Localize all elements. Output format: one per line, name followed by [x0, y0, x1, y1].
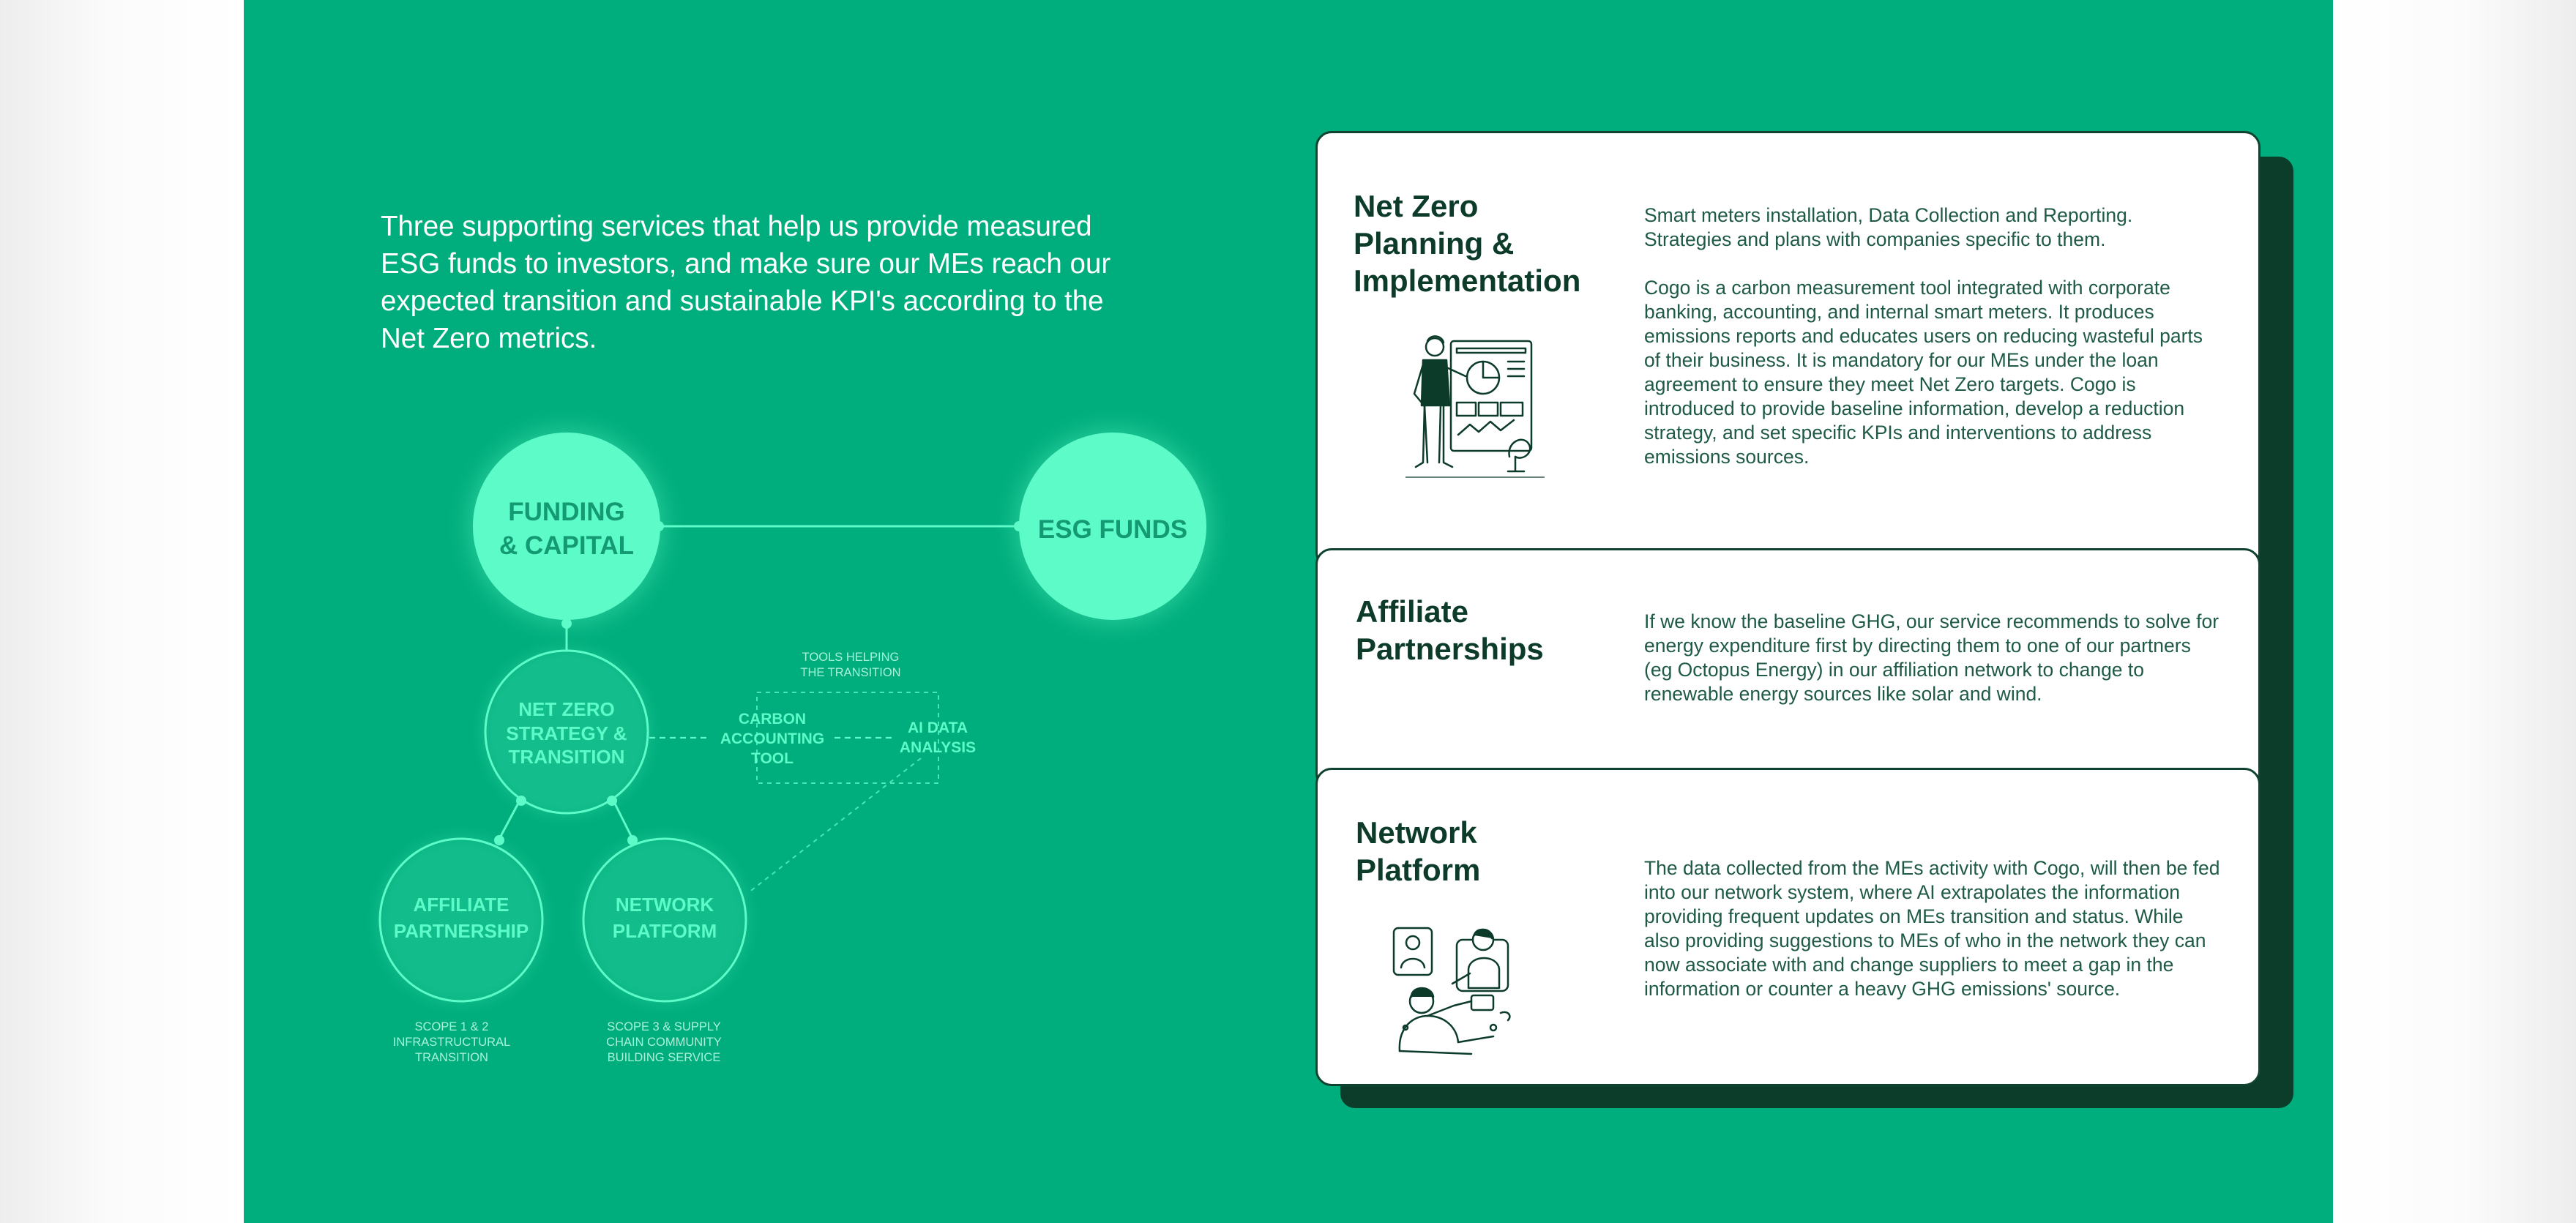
funding-label-1: FUNDING — [508, 498, 625, 526]
card-title-line-3: Implementation — [1354, 263, 1581, 298]
connector-ai-network — [748, 758, 921, 893]
carbon-tool-label-2: ACCOUNTING — [720, 730, 825, 747]
net-zero-label-1: NET ZERO — [518, 698, 615, 720]
card-affiliate-partnerships — [1315, 548, 2260, 790]
scope-12-caption-1: SCOPE 1 & 2 — [414, 1020, 489, 1033]
card-title-line-1: Net Zero — [1354, 189, 1479, 223]
funding-label-2: & CAPITAL — [499, 531, 635, 560]
card-title-line-1: Network — [1356, 815, 1477, 850]
tools-caption-2: THE TRANSITION — [800, 666, 901, 679]
card-title-line-1: Affiliate — [1356, 594, 1469, 629]
intro-text: Three supporting services that help us provide measured ESG funds to investors, and make sure our MEs reach our expected transition and sustainable KPI's according to the Net Zero metrics. — [381, 211, 1111, 354]
card-title-line-2: Planning & — [1354, 226, 1515, 261]
card-network-platform — [1315, 768, 2260, 1086]
funding-capital-node — [473, 433, 660, 620]
scope-3-caption-3: BUILDING SERVICE — [607, 1051, 721, 1064]
card-paragraph: Smart meters installation, Data Collection and Reporting. Strategies and plans with companies specific to them. — [1644, 204, 2133, 250]
network-label-1: NETWORK — [615, 894, 714, 916]
scope-3-caption-2: CHAIN COMMUNITY — [606, 1036, 722, 1049]
card-title-line-2: Partnerships — [1356, 632, 1544, 666]
esg-funds-label: ESG FUNDS — [1037, 515, 1188, 544]
people-collaborating-illustration — [1384, 925, 1523, 1071]
card-paragraph: If we know the baseline GHG, our service recommends to solve for energy expenditure first by directing them to one of our partners (eg Octopus Energy) in our affiliation network to change to renewable energy sources like solar and wind. — [1644, 610, 2220, 705]
ai-data-label-2: ANALYSIS — [899, 739, 977, 756]
tools-caption-1: TOOLS HELPING — [802, 651, 900, 664]
ai-data-label-1: AI DATA — [907, 719, 968, 736]
card-paragraph: The data collected from the MEs activity with Cogo, will then be fed into our network system, where AI extrapolates the information providing frequent updates on MEs transition and status. While also providing suggestions to MEs of who in the network they can now associate with and change suppliers to meet a gap in the information or counter a heavy GHG emissions' source. — [1644, 857, 2220, 1000]
network-label-2: PLATFORM — [612, 920, 717, 942]
card-title-line-2: Platform — [1356, 853, 1481, 887]
carbon-tool-label-1: CARBON — [738, 711, 807, 728]
affiliate-label-1: AFFILIATE — [413, 894, 509, 916]
card-net-zero-planning — [1315, 131, 2260, 569]
net-zero-label-2: STRATEGY & — [506, 722, 627, 744]
scope-12-caption-2: INFRASTRUCTURAL — [392, 1036, 511, 1049]
scope-12-caption-3: TRANSITION — [415, 1051, 488, 1064]
scope-3-caption-1: SCOPE 3 & SUPPLY — [607, 1020, 721, 1033]
card-paragraph: Cogo is a carbon measurement tool integrated with corporate banking, accounting, and internal smart meters. It produces emissions reports and educates users on reducing wasteful parts of their business. It is mandatory for our MEs under the loan agreement to ensure they meet Net Zero targets. Cogo is introduced to provide baseline information, develop a reduction strategy, and set specific KPIs and interventions to address emissions sources. — [1644, 277, 2203, 468]
affiliate-label-2: PARTNERSHIP — [393, 920, 529, 942]
presenter-with-dashboard-illustration — [1405, 332, 1545, 482]
net-zero-label-3: TRANSITION — [508, 746, 625, 768]
carbon-tool-label-3: TOOL — [751, 750, 794, 767]
